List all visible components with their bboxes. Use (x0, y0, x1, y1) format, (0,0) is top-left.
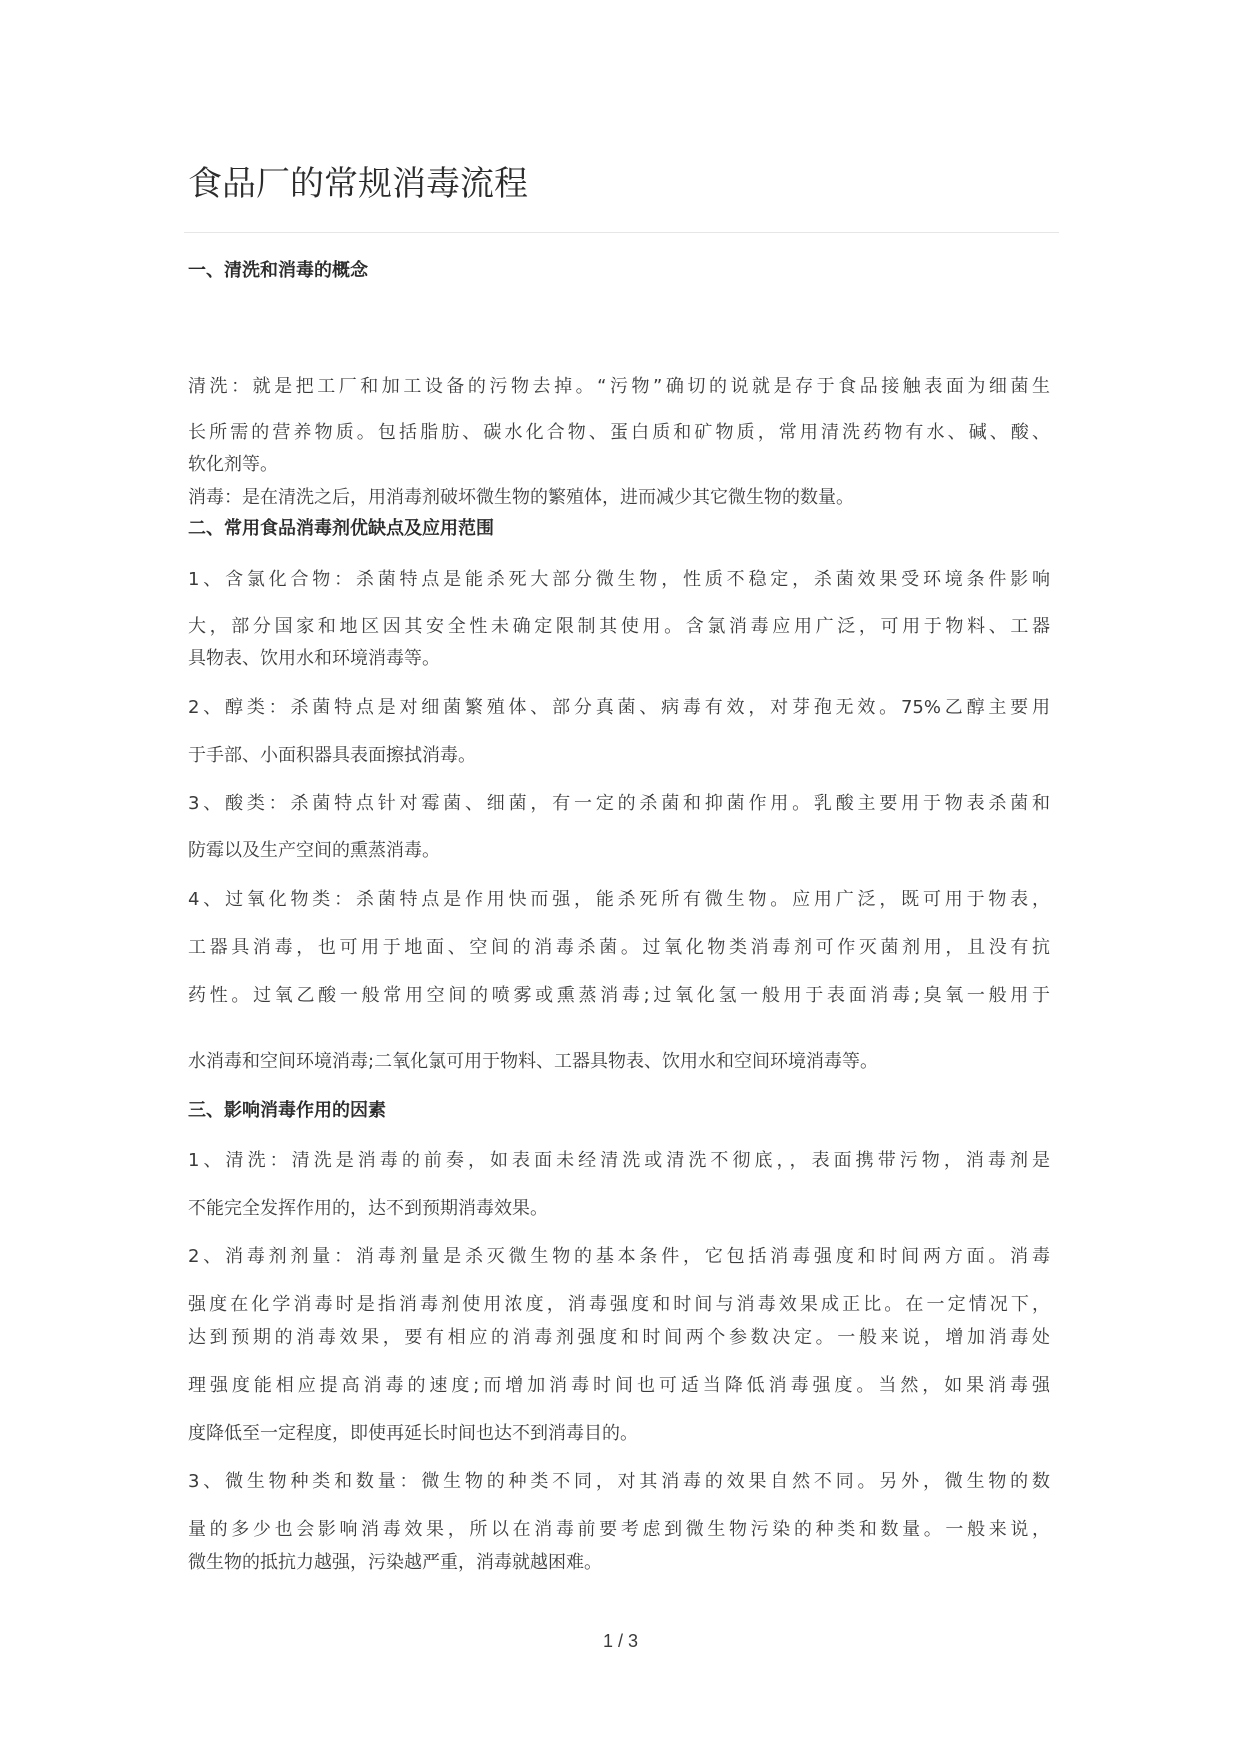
paragraph-line: 度降低至一定程度，即使再延长时间也达不到消毒目的。 (188, 1423, 638, 1444)
paragraph-line: 长所需的营养物质。包括脂肪、碳水化合物、蛋白质和矿物质，常用清洗药物有水、碱、酸、 (188, 422, 1050, 443)
paragraph-line: 达到预期的消毒效果，要有相应的消毒剂强度和时间两个参数决定。一般来说，增加消毒处 (188, 1327, 1050, 1348)
paragraph-line: 防霉以及生产空间的熏蒸消毒。 (188, 840, 440, 861)
title-divider (184, 232, 1059, 233)
paragraph-line: 微生物的抵抗力越强，污染越严重，消毒就越困难。 (188, 1552, 602, 1573)
paragraph-line: 清洗：就是把工厂和加工设备的污物去掉。“污物”确切的说就是存于食品接触表面为细菌生 (188, 376, 1050, 397)
paragraph-line: 强度在化学消毒时是指消毒剂使用浓度，消毒强度和时间与消毒效果成正比。在一定情况下， (188, 1294, 1050, 1315)
paragraph-line: 工器具消毒，也可用于地面、空间的消毒杀菌。过氧化物类消毒剂可作灭菌剂用，且没有抗 (188, 937, 1050, 958)
paragraph-line: 消毒：是在清洗之后，用消毒剂破坏微生物的繁殖体，进而减少其它微生物的数量。 (188, 487, 854, 508)
paragraph-line: 量的多少也会影响消毒效果，所以在消毒前要考虑到微生物污染的种类和数量。一般来说， (188, 1519, 1050, 1540)
paragraph-line: 大，部分国家和地区因其安全性未确定限制其使用。含氯消毒应用广泛，可用于物料、工器 (188, 616, 1050, 637)
paragraph-line: 3、微生物种类和数量：微生物的种类不同，对其消毒的效果自然不同。另外，微生物的数 (188, 1471, 1050, 1492)
paragraph-line: 3、酸类：杀菌特点针对霉菌、细菌，有一定的杀菌和抑菌作用。乳酸主要用于物表杀菌和 (188, 793, 1050, 814)
paragraph-line: 4、过氧化物类：杀菌特点是作用快而强，能杀死所有微生物。应用广泛，既可用于物表， (188, 889, 1050, 910)
paragraph-line: 不能完全发挥作用的，达不到预期消毒效果。 (188, 1198, 548, 1219)
paragraph-line: 于手部、小面积器具表面擦拭消毒。 (188, 745, 476, 766)
paragraph-line: 水消毒和空间环境消毒;二氧化氯可用于物料、工器具物表、饮用水和空间环境消毒等。 (188, 1051, 879, 1072)
page-number: 1 / 3 (602, 1631, 639, 1651)
paragraph-line: 1、清洗：清洗是消毒的前奏，如表面未经清洗或清洗不彻底，，表面携带污物，消毒剂是 (188, 1150, 1050, 1171)
paragraph-line: 2、消毒剂剂量：消毒剂量是杀灭微生物的基本条件，它包括消毒强度和时间两方面。消毒 (188, 1246, 1050, 1267)
paragraph-line: 1、含氯化合物：杀菌特点是能杀死大部分微生物，性质不稳定，杀菌效果受环境条件影响 (188, 569, 1050, 590)
page-title: 食品厂的常规消毒流程 (188, 164, 528, 204)
paragraph-line: 2、醇类：杀菌特点是对细菌繁殖体、部分真菌、病毒有效，对芽孢无效。75%乙醇主要用 (188, 697, 1050, 718)
paragraph-line: 软化剂等。 (188, 454, 278, 475)
paragraph-line: 具物表、饮用水和环境消毒等。 (188, 648, 440, 669)
paragraph-line: 药性。过氧乙酸一般常用空间的喷雾或熏蒸消毒;过氧化氢一般用于表面消毒;臭氧一般用于 (188, 985, 1050, 1006)
paragraph-line: 理强度能相应提高消毒的速度;而增加消毒时间也可适当降低消毒强度。当然，如果消毒强 (188, 1375, 1050, 1396)
section-heading-1: 一、清洗和消毒的概念 (188, 260, 368, 281)
section-heading-2: 二、常用食品消毒剂优缺点及应用范围 (188, 518, 494, 539)
section-heading-3: 三、影响消毒作用的因素 (188, 1100, 386, 1121)
